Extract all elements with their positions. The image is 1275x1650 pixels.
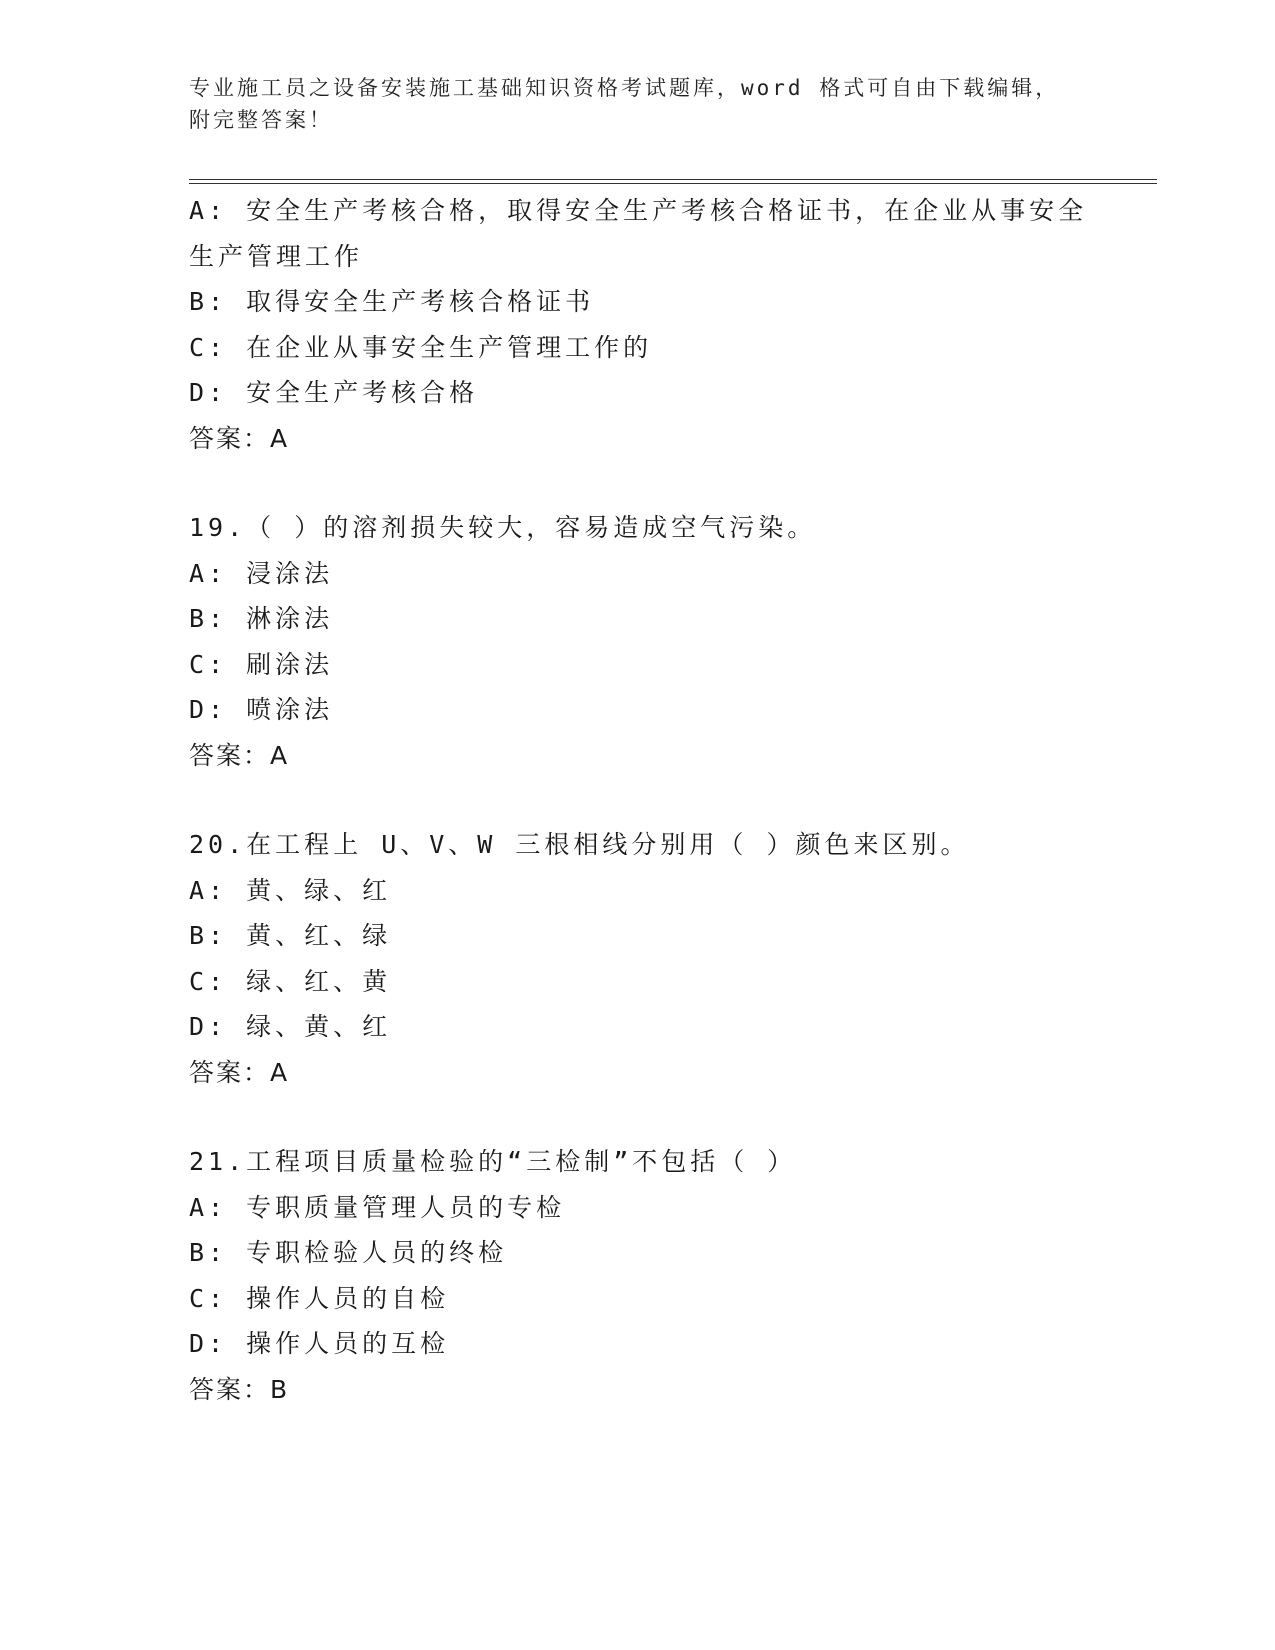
option-line: B: 淋涂法 (189, 604, 334, 633)
option-line: D: 操作人员的互检 (189, 1329, 450, 1358)
option-line: D: 喷涂法 (189, 695, 334, 724)
spacer (189, 461, 1089, 505)
question-content (189, 188, 1089, 1412)
option-line: D: 安全生产考核合格 (189, 378, 479, 407)
option-line: C: 绿、红、黄 (189, 966, 392, 996)
question-stem: 19.（ ）的溶剂损失较大，容易造成空气污染。 (189, 513, 817, 542)
question-21 (189, 1139, 1089, 1412)
option-line: B: 黄、红、绿 (189, 921, 392, 950)
option-line: A: 专职质量管理人员的专检 (189, 1192, 566, 1222)
spacer (189, 778, 1089, 822)
option-line-continuation: 生产管理工作 (189, 241, 364, 271)
answer-line: 答案：A (189, 740, 290, 770)
header-line-1: 专业施工员之设备安装施工基础知识资格考试题库，word 格式可自由下载编辑， (189, 76, 1060, 100)
option-line: C: 刷涂法 (189, 649, 334, 679)
question-stem: 20.在工程上 U、V、W 三根相线分别用（ ）颜色来区别。 (189, 830, 970, 859)
option-line: A: 安全生产考核合格，取得安全生产考核合格证书，在企业从事安全 (189, 196, 1088, 225)
answer-line: 答案：A (189, 1057, 290, 1087)
option-line: C: 操作人员的自检 (189, 1283, 450, 1313)
option-line: D: 绿、黄、红 (189, 1012, 392, 1041)
answer-line: 答案：A (189, 423, 290, 453)
document-header (189, 72, 1089, 136)
option-line: A: 浸涂法 (189, 558, 334, 588)
header-line-2: 附完整答案！ (189, 108, 333, 132)
question-20 (189, 822, 1089, 1095)
question-18-carryover (189, 188, 1089, 461)
question-stem: 21.工程项目质量检验的“三检制”不包括（ ） (189, 1147, 797, 1176)
option-line: A: 黄、绿、红 (189, 875, 392, 905)
spacer (189, 1095, 1089, 1139)
header-double-rule (189, 179, 1157, 184)
option-line: B: 专职检验人员的终检 (189, 1238, 508, 1267)
question-19 (189, 505, 1089, 778)
answer-line: 答案：B (189, 1374, 290, 1404)
option-line: C: 在企业从事安全生产管理工作的 (189, 332, 653, 362)
option-line: B: 取得安全生产考核合格证书 (189, 287, 595, 316)
